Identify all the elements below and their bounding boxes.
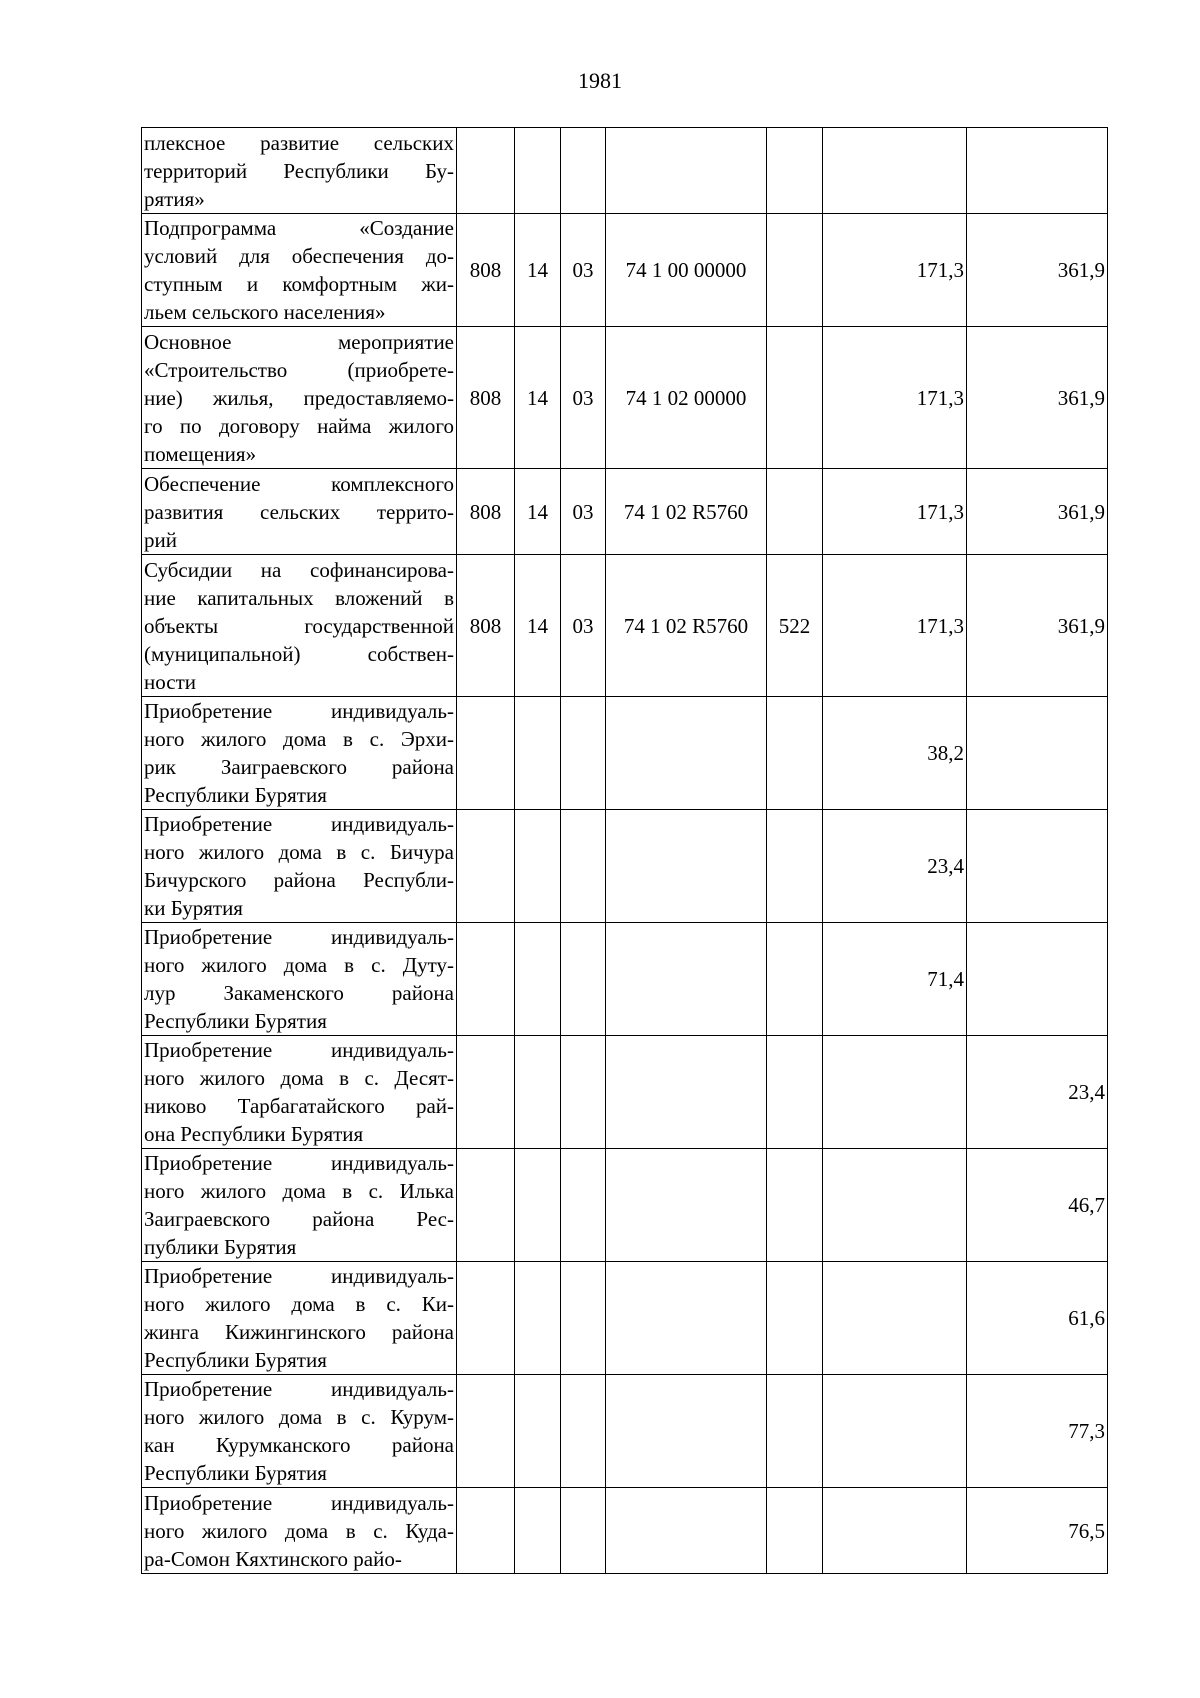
amount-year2-cell: 361,9 xyxy=(967,555,1108,697)
amount-year2-cell: 361,9 xyxy=(967,214,1108,327)
item-name-cell xyxy=(142,555,457,697)
page-number: 1981 xyxy=(578,68,622,93)
item-name-line: (муниципальной) собствен- xyxy=(144,641,454,666)
item-name-line: жинга Кижингинского района xyxy=(144,1320,454,1344)
item-name-line: территорий Республики Бу- xyxy=(144,158,454,183)
item-name-line: Приобретение индивидуаль- xyxy=(144,699,454,723)
amount-year2-cell xyxy=(967,128,1108,214)
table-row xyxy=(142,555,1108,697)
section-cell: 14 xyxy=(515,555,561,697)
subsection-cell xyxy=(561,1488,606,1574)
amount-year1-cell: 171,3 xyxy=(823,214,967,327)
item-name-cell xyxy=(142,327,457,469)
target-article-cell: 74 1 00 00000 xyxy=(606,214,767,327)
expense-type-cell xyxy=(767,923,823,1036)
section-cell xyxy=(515,923,561,1036)
amount-year2-cell: 23,4 xyxy=(967,1036,1108,1149)
subsection-cell xyxy=(561,697,606,810)
target-article-cell xyxy=(606,1036,767,1149)
amount-year1-cell xyxy=(823,1262,967,1375)
item-name-line: ности xyxy=(144,669,196,694)
item-name-line: Республики Бурятия xyxy=(144,1009,327,1033)
item-name-line: ного жилого дома в с. Илька xyxy=(144,1179,454,1203)
expense-type-cell xyxy=(767,469,823,555)
item-name-line: Бичурского района Республи- xyxy=(144,868,454,892)
expense-type-cell xyxy=(767,1149,823,1262)
admin-code-cell: 808 xyxy=(457,327,515,469)
item-name-line: Приобретение индивидуаль- xyxy=(144,1038,454,1062)
subsection-cell xyxy=(561,1036,606,1149)
target-article-cell xyxy=(606,1488,767,1574)
item-name-line: рий xyxy=(144,527,177,552)
item-name-line: Приобретение индивидуаль- xyxy=(144,812,454,836)
section-cell xyxy=(515,1149,561,1262)
target-article-cell xyxy=(606,1149,767,1262)
item-name-line: го по договору найма жилого xyxy=(144,413,454,438)
item-name-line: Приобретение индивидуаль- xyxy=(144,1264,454,1288)
subsection-cell xyxy=(561,923,606,1036)
section-cell xyxy=(515,1375,561,1488)
admin-code-cell xyxy=(457,1375,515,1488)
item-name-line: плексное развитие сельских xyxy=(144,130,454,155)
target-article-cell: 74 1 02 R5760 xyxy=(606,469,767,555)
admin-code-cell xyxy=(457,1488,515,1574)
amount-year2-cell: 46,7 xyxy=(967,1149,1108,1262)
table-row xyxy=(142,128,1108,214)
subsection-cell: 03 xyxy=(561,555,606,697)
item-name-line: ного жилого дома в с. Ки- xyxy=(144,1292,454,1316)
item-name-line: Приобретение индивидуаль- xyxy=(144,1490,454,1515)
budget-table xyxy=(141,127,1108,1574)
item-name-line: кан Курумканского района xyxy=(144,1433,454,1457)
admin-code-cell: 808 xyxy=(457,555,515,697)
item-name-line: ного жилого дома в с. Дуту- xyxy=(144,953,454,977)
item-name-line: помещения» xyxy=(144,441,257,466)
amount-year1-cell xyxy=(823,1375,967,1488)
admin-code-cell xyxy=(457,923,515,1036)
admin-code-cell: 808 xyxy=(457,214,515,327)
item-name-line: ного жилого дома в с. Бичура xyxy=(144,840,454,864)
target-article-cell xyxy=(606,1375,767,1488)
item-name-line: лур Закаменского района xyxy=(144,981,454,1005)
table-row xyxy=(142,810,1108,923)
subsection-cell xyxy=(561,1262,606,1375)
table-row xyxy=(142,1036,1108,1149)
amount-year2-cell: 77,3 xyxy=(967,1375,1108,1488)
item-name-line: ного жилого дома в с. Десят- xyxy=(144,1066,454,1090)
amount-year1-cell: 38,2 xyxy=(823,697,967,810)
item-name-line: ние капитальных вложений в xyxy=(144,585,454,610)
item-name-line: объекты государственной xyxy=(144,613,454,638)
item-name-line: льем сельского населения» xyxy=(144,300,386,324)
item-name-line: ступным и комфортным жи- xyxy=(144,272,454,296)
subsection-cell xyxy=(561,1375,606,1488)
item-name-line: Приобретение индивидуаль- xyxy=(144,925,454,949)
table-row xyxy=(142,1375,1108,1488)
item-name-line: Обеспечение комплексного xyxy=(144,471,454,496)
item-name-line: условий для обеспечения до- xyxy=(144,244,454,268)
amount-year1-cell: 171,3 xyxy=(823,469,967,555)
item-name-line: публики Бурятия xyxy=(144,1235,297,1259)
section-cell xyxy=(515,1488,561,1574)
admin-code-cell xyxy=(457,1036,515,1149)
expense-type-cell xyxy=(767,1262,823,1375)
table-row xyxy=(142,1262,1108,1375)
amount-year1-cell xyxy=(823,128,967,214)
expense-type-cell xyxy=(767,128,823,214)
item-name-line: ки Бурятия xyxy=(144,896,243,920)
item-name-line: ного жилого дома в с. Эрхи- xyxy=(144,727,454,751)
section-cell xyxy=(515,810,561,923)
item-name-line: Субсидии на софинансирова- xyxy=(144,557,454,582)
item-name-line: Заиграевского района Рес- xyxy=(144,1207,454,1231)
item-name-line: ного жилого дома в с. Куда- xyxy=(144,1518,454,1543)
expense-type-cell xyxy=(767,1375,823,1488)
item-name-line: Подпрограмма «Создание xyxy=(144,216,454,240)
amount-year1-cell xyxy=(823,1488,967,1574)
amount-year2-cell: 361,9 xyxy=(967,469,1108,555)
expense-type-cell xyxy=(767,1488,823,1574)
target-article-cell xyxy=(606,810,767,923)
table-row xyxy=(142,327,1108,469)
item-name-line: Республики Бурятия xyxy=(144,1461,327,1485)
item-name-line: никово Тарбагатайского рай- xyxy=(144,1094,454,1118)
item-name-line: Основное мероприятие xyxy=(144,329,454,354)
item-name-line: Республики Бурятия xyxy=(144,783,327,807)
admin-code-cell xyxy=(457,1149,515,1262)
expense-type-cell xyxy=(767,327,823,469)
section-cell: 14 xyxy=(515,469,561,555)
item-name-cell xyxy=(142,1149,457,1262)
section-cell: 14 xyxy=(515,214,561,327)
amount-year1-cell: 171,3 xyxy=(823,555,967,697)
subsection-cell xyxy=(561,128,606,214)
target-article-cell xyxy=(606,1262,767,1375)
item-name-line: Республики Бурятия xyxy=(144,1348,327,1372)
section-cell xyxy=(515,1036,561,1149)
target-article-cell xyxy=(606,697,767,810)
expense-type-cell xyxy=(767,810,823,923)
amount-year1-cell: 71,4 xyxy=(823,923,967,1036)
item-name-cell xyxy=(142,810,457,923)
admin-code-cell xyxy=(457,810,515,923)
target-article-cell xyxy=(606,128,767,214)
admin-code-cell xyxy=(457,697,515,810)
item-name-line: ра-Сомон Кяхтинского райо- xyxy=(144,1546,402,1571)
subsection-cell: 03 xyxy=(561,214,606,327)
item-name-line: рятия» xyxy=(144,186,205,211)
table-row xyxy=(142,697,1108,810)
item-name-cell xyxy=(142,1036,457,1149)
target-article-cell: 74 1 02 00000 xyxy=(606,327,767,469)
admin-code-cell xyxy=(457,1262,515,1375)
item-name-cell xyxy=(142,128,457,214)
table-row xyxy=(142,214,1108,327)
item-name-cell xyxy=(142,1488,457,1574)
item-name-line: развития сельских террито- xyxy=(144,499,454,524)
subsection-cell: 03 xyxy=(561,327,606,469)
item-name-cell xyxy=(142,214,457,327)
expense-type-cell: 522 xyxy=(767,555,823,697)
amount-year1-cell xyxy=(823,1036,967,1149)
admin-code-cell xyxy=(457,128,515,214)
section-cell xyxy=(515,128,561,214)
item-name-line: «Строительство (приобрете- xyxy=(144,357,454,382)
subsection-cell xyxy=(561,810,606,923)
amount-year2-cell xyxy=(967,697,1108,810)
expense-type-cell xyxy=(767,214,823,327)
amount-year2-cell xyxy=(967,810,1108,923)
table-row xyxy=(142,1488,1108,1574)
table-body xyxy=(142,128,1108,1574)
item-name-line: Приобретение индивидуаль- xyxy=(144,1151,454,1175)
amount-year2-cell: 361,9 xyxy=(967,327,1108,469)
amount-year1-cell xyxy=(823,1149,967,1262)
amount-year1-cell: 171,3 xyxy=(823,327,967,469)
target-article-cell xyxy=(606,923,767,1036)
item-name-cell xyxy=(142,1262,457,1375)
table-row xyxy=(142,923,1108,1036)
target-article-cell: 74 1 02 R5760 xyxy=(606,555,767,697)
subsection-cell: 03 xyxy=(561,469,606,555)
section-cell: 14 xyxy=(515,327,561,469)
amount-year2-cell xyxy=(967,923,1108,1036)
amount-year2-cell: 61,6 xyxy=(967,1262,1108,1375)
admin-code-cell: 808 xyxy=(457,469,515,555)
amount-year2-cell: 76,5 xyxy=(967,1488,1108,1574)
amount-year1-cell: 23,4 xyxy=(823,810,967,923)
item-name-line: ние) жилья, предоставляемо- xyxy=(144,385,454,410)
item-name-line: она Республики Бурятия xyxy=(144,1122,364,1146)
item-name-line: рик Заиграевского района xyxy=(144,755,454,779)
section-cell xyxy=(515,1262,561,1375)
item-name-line: ного жилого дома в с. Курум- xyxy=(144,1405,454,1429)
section-cell xyxy=(515,697,561,810)
subsection-cell xyxy=(561,1149,606,1262)
table-row xyxy=(142,469,1108,555)
table-row xyxy=(142,1149,1108,1262)
item-name-line: Приобретение индивидуаль- xyxy=(144,1377,454,1401)
item-name-cell xyxy=(142,697,457,810)
expense-type-cell xyxy=(767,1036,823,1149)
expense-type-cell xyxy=(767,697,823,810)
item-name-cell xyxy=(142,923,457,1036)
item-name-cell xyxy=(142,469,457,555)
item-name-cell xyxy=(142,1375,457,1488)
